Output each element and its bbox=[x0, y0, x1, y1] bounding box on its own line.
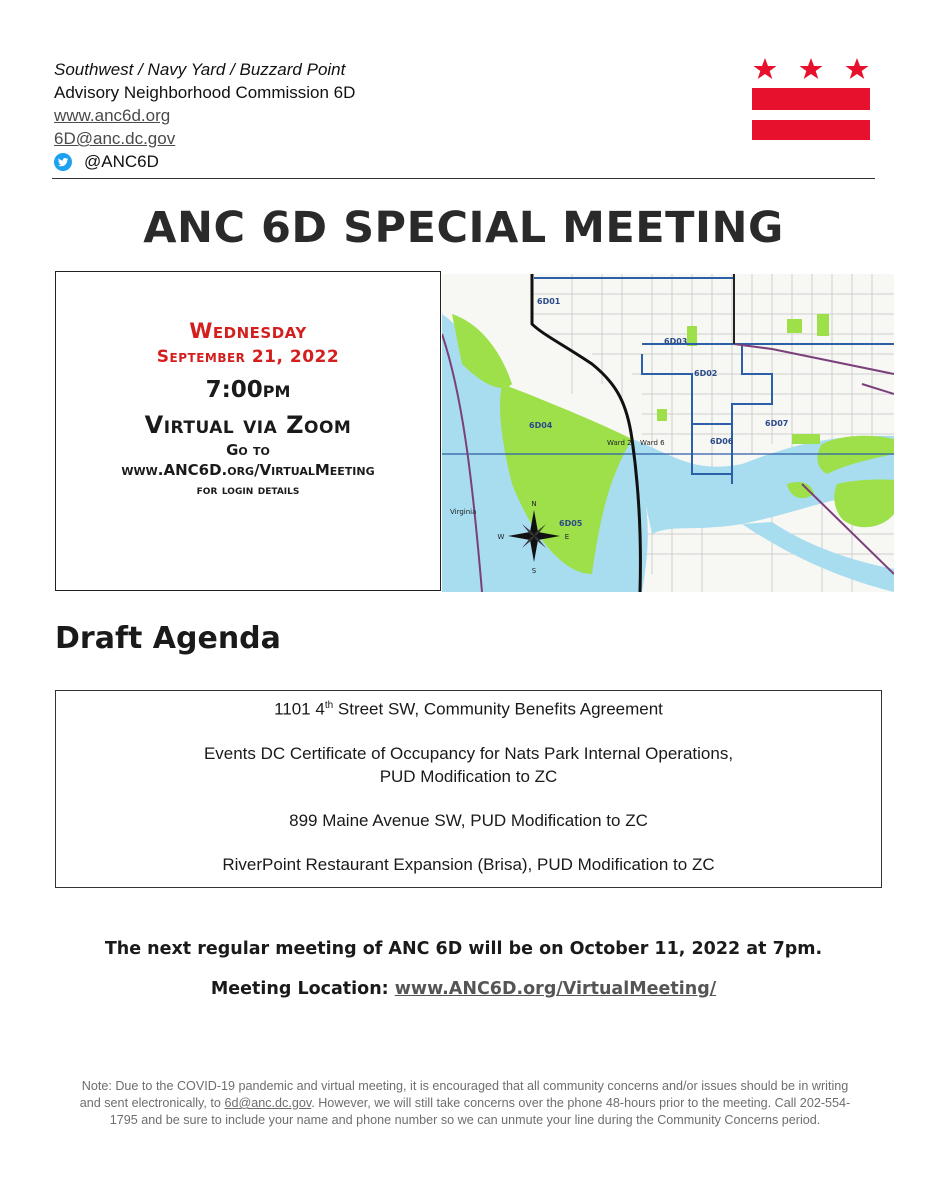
compass-s: S bbox=[531, 567, 537, 575]
website-link[interactable]: www.anc6d.org bbox=[54, 106, 171, 125]
footer-note: Note: Due to the COVID-19 pandemic and virtual meeting, it is encouraged that all community concerns and/or issues should be in writing and sent electronically, to 6d@anc.dc.gov. However, we will still take concerns over the phone 48-hours prior to the meeting. Call 202-554-1795 and be sure to include your name and phone number so we can unmute your line during the Community Concerns period. bbox=[79, 1079, 851, 1127]
map-label-virginia: Virginia bbox=[450, 508, 477, 516]
map-label-6d04: 6D04 bbox=[529, 421, 553, 430]
twitter-handle: @ANC6D bbox=[84, 152, 159, 171]
area-name: Southwest / Navy Yard / Buzzard Point bbox=[54, 60, 346, 79]
map-label-6d06: 6D06 bbox=[710, 437, 734, 446]
agenda-item-3: 899 Maine Avenue SW, PUD Modification to ZC bbox=[289, 810, 648, 830]
email-link[interactable]: 6D@anc.dc.gov bbox=[54, 129, 176, 148]
agenda-item-1: 1101 4th Street SW, Community Benefits Agreement bbox=[274, 699, 663, 719]
meeting-time: 7:00pm bbox=[205, 377, 291, 403]
compass-e: E bbox=[564, 533, 570, 541]
meeting-location-link[interactable]: www.ANC6D.org/VirtualMeeting/ bbox=[394, 979, 717, 999]
meeting-date: September 21, 2022 bbox=[156, 347, 340, 367]
meeting-location-label: Meeting Location: bbox=[210, 979, 395, 999]
next-meeting-text: The next regular meeting of ANC 6D will be on October 11, 2022 at 7pm. bbox=[104, 939, 823, 959]
map-label-6d02: 6D02 bbox=[694, 369, 718, 378]
header-divider bbox=[52, 178, 875, 179]
virtual-meeting-url[interactable]: www.ANC6D.org/VirtualMeeting bbox=[121, 461, 375, 479]
goto-label: Go to bbox=[226, 441, 270, 459]
page-title: ANC 6D SPECIAL MEETING bbox=[143, 203, 784, 253]
twitter-icon bbox=[54, 153, 72, 171]
compass-w: W bbox=[497, 533, 505, 541]
compass-n: N bbox=[531, 500, 537, 508]
dc-flag-icon bbox=[752, 58, 870, 140]
agenda-item-4: RiverPoint Restaurant Expansion (Brisa), PUD Modification to ZC bbox=[222, 854, 715, 874]
map-label-6d03: 6D03 bbox=[664, 337, 688, 346]
agenda-heading: Draft Agenda bbox=[55, 621, 281, 656]
org-name: Advisory Neighborhood Commission 6D bbox=[54, 83, 356, 102]
meeting-info-box bbox=[55, 271, 441, 591]
header-block bbox=[54, 58, 484, 173]
meeting-mode: Virtual via Zoom bbox=[144, 411, 352, 439]
map-label-6d05: 6D05 bbox=[559, 519, 583, 528]
district-map bbox=[442, 274, 894, 592]
agenda-box bbox=[55, 690, 882, 888]
agenda-item-2: Events DC Certificate of Occupancy for Nats Park Internal Operations, PUD Modification to ZC bbox=[203, 743, 734, 786]
map-label-ward2: Ward 2 bbox=[607, 439, 632, 447]
map-label-6d07: 6D07 bbox=[765, 419, 789, 428]
map-label-ward6: Ward 6 bbox=[640, 439, 665, 447]
note-email-link[interactable]: 6d@anc.dc.gov bbox=[224, 1096, 312, 1110]
meeting-day: Wednesday bbox=[189, 319, 307, 343]
meeting-location bbox=[0, 979, 927, 999]
map-label-6d01: 6D01 bbox=[537, 297, 561, 306]
login-details-label: for login details bbox=[196, 483, 300, 498]
